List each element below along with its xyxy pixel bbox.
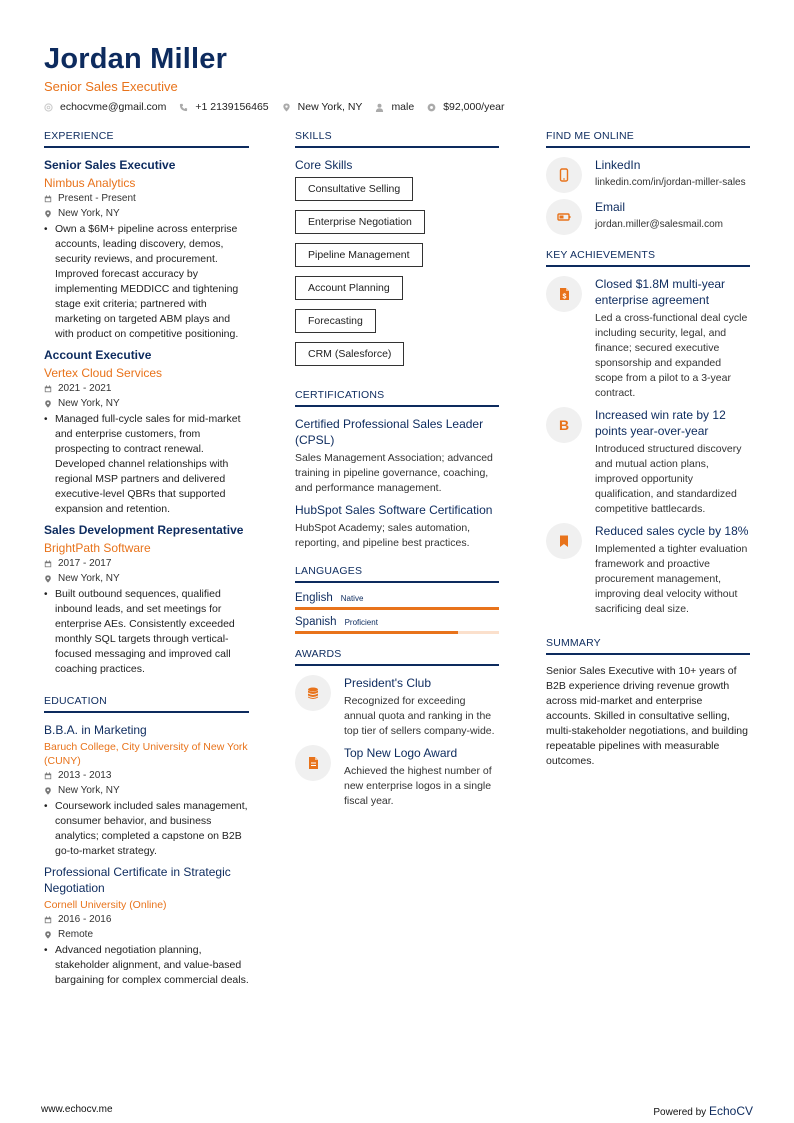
phone-icon [179, 103, 188, 112]
job-title: Sales Development Representative [44, 523, 244, 537]
awards-section [295, 648, 499, 809]
job-dates [44, 382, 249, 396]
languages-section [295, 565, 499, 634]
summary-section [546, 637, 750, 769]
experience-heading: EXPERIENCE [44, 130, 249, 148]
job-dates-text: Present - Present [58, 193, 136, 204]
achievement-desc: Implemented a tighter evaluation framework and proactive procurement management, improving deal velocity without sacrificing deal size. [595, 543, 748, 615]
edu-dates [44, 913, 249, 927]
online-section [546, 130, 750, 235]
candidate-title: Senior Sales Executive [44, 79, 178, 94]
achievements-section [546, 249, 750, 617]
job-bullet: • Managed full-cycle sales for mid-market and enterprise customers, from prospecting to contract renewal. Developed channel relationships with regional MSP partners and delivered executive-level QBRs that supported expansion and retention. [44, 412, 249, 517]
certifications-heading: CERTIFICATIONS [295, 389, 499, 407]
skill-tag: Consultative Selling [295, 177, 413, 201]
achievement-item [546, 523, 750, 617]
letter-b-icon [546, 407, 582, 443]
achievement-desc: Led a cross-functional deal cycle including security, legal, and finance; secured executive sponsorship and expanded scope from a pilot to a 3-year contract. [595, 312, 748, 399]
calendar-icon [44, 385, 52, 393]
job-location-text: New York, NY [58, 208, 120, 219]
company-name: Vertex Cloud Services [44, 366, 163, 380]
achievement-desc: Introduced structured discovery and mutual action plans, improved opportunity qualification, and standardized competitive battlecards. [595, 443, 742, 515]
language-bar-fill [295, 631, 458, 634]
document-icon [295, 745, 331, 781]
footer-powered [653, 1104, 753, 1118]
award-item [295, 675, 499, 739]
certification-item [295, 416, 499, 496]
language-item [295, 592, 499, 610]
footer-site-link[interactable]: www.echocv.me [41, 1104, 113, 1115]
contact-location [282, 101, 363, 113]
job-dates [44, 557, 249, 571]
location-pin-icon [44, 787, 52, 795]
job-dates-text: 2017 - 2017 [58, 558, 112, 569]
skill-tag: Enterprise Negotiation [295, 210, 425, 234]
skills-group-title: Core Skills [295, 158, 353, 172]
summary-text: Senior Sales Executive with 10+ years of B2B experience driving revenue growth across mid-market and enterprise accounts. Skilled in consultative selling, multi-stakeholder negotiations, and building repeatable pipelines with measurable outcomes. [546, 665, 748, 767]
company-name: Nimbus Analytics [44, 176, 136, 190]
certification-item [295, 502, 499, 551]
svg-text:$: $ [562, 293, 567, 301]
contact-email-text: echocvme@gmail.com [60, 101, 167, 113]
job-bullet-text: Managed full-cycle sales for mid-market and enterprise customers, from prospecting to contract renewal. Developed channel relationships with regional MSP partners and delivered executive-level QBRs that supported expansion and retention. [55, 413, 241, 515]
online-item-email[interactable] [546, 199, 750, 235]
education-heading: EDUCATION [44, 695, 249, 713]
calendar-icon [44, 916, 52, 924]
edu-bullet-text: Advanced negotiation planning, stakeholder alignment, and value-based bargaining for complex commercial deals. [55, 944, 249, 986]
edu-dates [44, 769, 249, 783]
contact-salary [427, 101, 504, 113]
awards-list [295, 675, 499, 809]
contact-gender-text: male [391, 101, 415, 113]
skill-tag: CRM (Salesforce) [295, 342, 404, 366]
degree-title: B.B.A. in Marketing [44, 723, 147, 737]
job-location [44, 572, 249, 586]
language-bar [295, 631, 499, 634]
school-name: Cornell University (Online) [44, 899, 167, 911]
education-section [44, 695, 249, 988]
certifications-section [295, 389, 499, 551]
page-footer [41, 1104, 753, 1118]
at-icon [44, 103, 53, 112]
skill-tag: Account Planning [295, 276, 403, 300]
certification-name: Certified Professional Sales Leader (CPSL) [295, 417, 484, 447]
phone-icon [546, 157, 582, 193]
job-location-text: New York, NY [58, 573, 120, 584]
language-bar [295, 607, 499, 610]
edu-bullet: • Advanced negotiation planning, stakeholder alignment, and value-based bargaining for complex commercial deals. [44, 944, 249, 986]
contact-location-text: New York, NY [297, 101, 363, 113]
location-pin-icon [44, 400, 52, 408]
battery-icon [546, 199, 582, 235]
achievements-heading: KEY ACHIEVEMENTS [546, 249, 750, 267]
edu-dates-text: 2016 - 2016 [58, 914, 112, 925]
language-bar-fill [295, 607, 499, 610]
calendar-icon [44, 560, 52, 568]
contact-bar [44, 101, 754, 113]
bookmark-icon [546, 523, 582, 559]
calendar-icon [44, 772, 52, 780]
language-level: Native [340, 594, 364, 603]
certification-name: HubSpot Sales Software Certification [295, 503, 493, 517]
middle-column [295, 130, 499, 823]
location-pin-icon [44, 575, 52, 583]
contact-phone[interactable] [179, 101, 268, 113]
experience-section [44, 130, 249, 677]
award-item [295, 745, 499, 809]
contact-email[interactable] [44, 101, 166, 113]
skills-list [295, 177, 499, 375]
online-link[interactable]: jordan.miller@salesmail.com [595, 219, 723, 230]
coins-icon [295, 675, 331, 711]
edu-location-text: New York, NY [58, 785, 120, 796]
person-icon [375, 103, 384, 112]
skills-section [295, 130, 499, 375]
experience-item [44, 157, 249, 342]
language-item [295, 616, 499, 634]
languages-list [295, 592, 499, 634]
left-column [44, 130, 249, 1002]
contact-salary-text: $92,000/year [443, 101, 505, 113]
certification-desc: Sales Management Association; advanced training in pipeline governance, coaching, and performance management. [295, 452, 493, 494]
award-desc: Achieved the highest number of new enterprise logos in a single fiscal year. [344, 765, 492, 807]
education-list [44, 722, 249, 988]
coin-icon [427, 103, 436, 112]
job-location-text: New York, NY [58, 398, 120, 409]
job-bullet: • Built outbound sequences, qualified inbound leads, and set meetings for enterprise AEs. Consistently exceeded monthly SQL targets through vertical-focused messaging and improved call coaching practices. [44, 587, 249, 677]
achievement-title: Closed $1.8M multi-year enterprise agreement [595, 277, 726, 307]
experience-item [44, 347, 249, 517]
contact-gender [375, 101, 414, 113]
job-dates-text: 2021 - 2021 [58, 383, 112, 394]
experience-item [44, 522, 249, 677]
achievement-letter: B [558, 417, 570, 433]
resume-header [44, 42, 754, 113]
edu-dates-text: 2013 - 2013 [58, 770, 112, 781]
footer-powered-text: Powered by [653, 1107, 707, 1118]
experience-list [44, 157, 249, 677]
online-label: Email [595, 200, 626, 214]
certifications-list [295, 416, 499, 551]
achievements-list [546, 276, 750, 617]
achievement-title: Increased win rate by 12 points year-over-year [595, 408, 726, 438]
online-link[interactable]: linkedin.com/in/jordan-miller-sales [595, 177, 746, 188]
job-bullet: • Own a $6M+ pipeline across enterprise accounts, leading discovery, demos, security reviews, and procurement. Improved forecast accuracy by implementing MEDDICC and tightening stage exit criteria; partnered with marketing on targeted ABM plays and with product on competitive positioning. [44, 222, 249, 342]
candidate-name: Jordan Miller [44, 43, 228, 75]
contact-phone-text: +1 2139156465 [195, 101, 269, 113]
company-name: BrightPath Software [44, 541, 151, 555]
edu-bullet: • Coursework included sales management, consumer behavior, and business analytics; completed a capstone on B2B go-to-market strategy. [44, 800, 248, 857]
language-name: Spanish [295, 616, 337, 628]
language-name: English [295, 592, 333, 604]
job-dates [44, 192, 249, 206]
online-list [546, 157, 750, 235]
achievement-title: Reduced sales cycle by 18% [595, 524, 749, 538]
degree-title: Professional Certificate in Strategic Negotiation [44, 865, 231, 895]
job-location [44, 207, 249, 221]
award-title: President's Club [344, 676, 431, 690]
language-level: Proficient [344, 618, 378, 627]
education-item [44, 864, 249, 988]
location-pin-icon [44, 210, 52, 218]
job-location [44, 397, 249, 411]
online-item-linkedin[interactable] [546, 157, 750, 193]
right-column [546, 130, 750, 783]
skills-heading: SKILLS [295, 130, 499, 148]
edu-bullet-text: Coursework included sales management, consumer behavior, and business analytics; completed a capstone on B2B go-to-market strategy. [55, 800, 248, 857]
job-title: Senior Sales Executive [44, 158, 176, 172]
calendar-icon [44, 195, 52, 203]
achievement-item [546, 276, 750, 401]
skill-tag: Forecasting [295, 309, 376, 333]
online-heading: FIND ME ONLINE [546, 130, 750, 148]
location-pin-icon [282, 103, 291, 112]
edu-location-text: Remote [58, 929, 94, 940]
certification-desc: HubSpot Academy; sales automation, reporting, and pipeline best practices. [295, 522, 471, 549]
dollar-doc-icon [546, 276, 582, 312]
achievement-item [546, 407, 750, 517]
education-item [44, 722, 249, 859]
job-bullet-text: Own a $6M+ pipeline across enterprise accounts, leading discovery, demos, security reviews, and procurement. Improved forecast accuracy by implementing MEDDICC and tightening stage exit criteria; partnered with marketing on targeted ABM plays and with product on competitive positioning. [55, 223, 239, 340]
school-name: Baruch College, City University of New York (CUNY) [44, 741, 248, 767]
languages-heading: LANGUAGES [295, 565, 499, 583]
location-pin-icon [44, 931, 52, 939]
awards-heading: AWARDS [295, 648, 499, 666]
award-title: Top New Logo Award [344, 746, 458, 760]
edu-location [44, 784, 249, 798]
award-desc: Recognized for exceeding annual quota and ranking in the top tier of sellers company-wide. [344, 695, 495, 737]
edu-location [44, 928, 249, 942]
online-label: LinkedIn [595, 158, 641, 172]
skill-tag: Pipeline Management [295, 243, 423, 267]
job-title: Account Executive [44, 348, 152, 362]
summary-heading: SUMMARY [546, 637, 750, 655]
job-bullet-text: Built outbound sequences, qualified inbound leads, and set meetings for enterprise AEs. Consistently exceeded monthly SQL targets through vertical-focused messaging and improved call coaching practices. [55, 588, 235, 675]
footer-brand[interactable]: EchoCV [708, 1104, 753, 1118]
